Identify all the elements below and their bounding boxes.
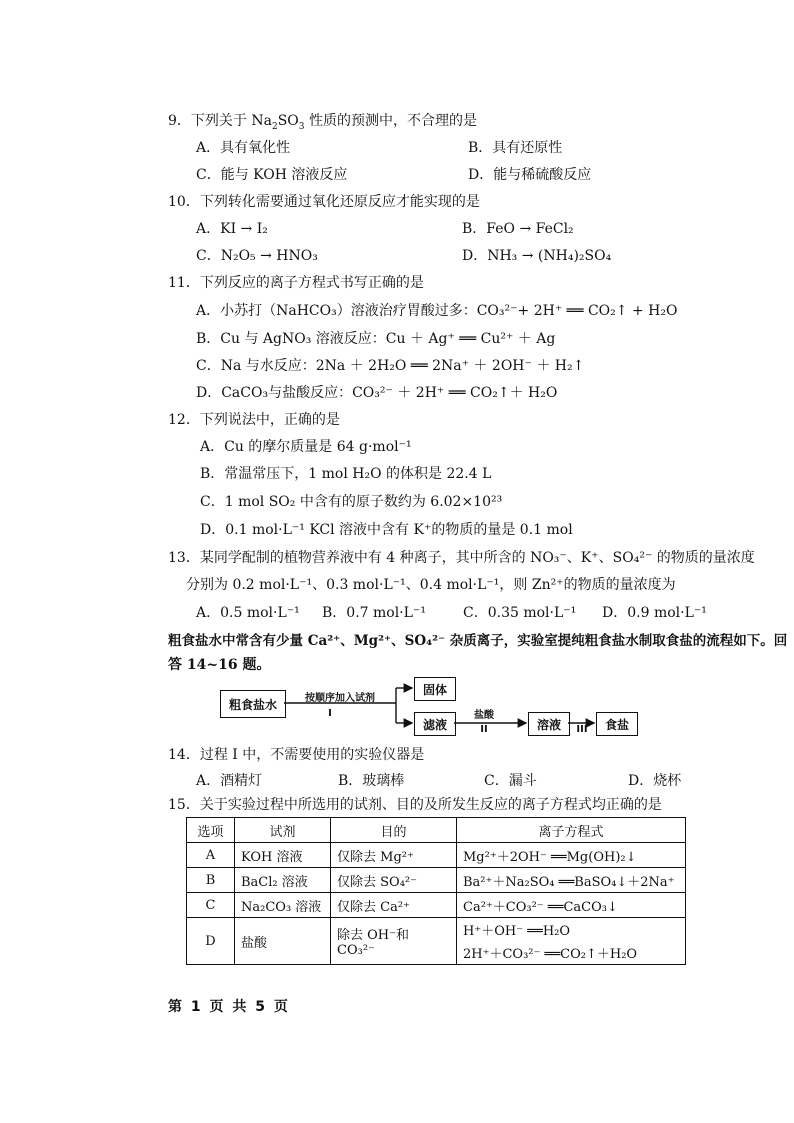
q15-row-reagent: 盐酸	[235, 918, 331, 965]
q9-option-b: B．具有还原性	[468, 140, 563, 156]
q11-option-c: C．Na 与水反应：2Na ＋ 2H₂O ══ 2Na⁺ ＋ 2OH⁻ ＋ H₂↑	[196, 358, 585, 374]
flow-solution-box: 溶液	[528, 712, 570, 736]
q13-stem-line2: 分别为 0.2 mol·L⁻¹、0.3 mol·L⁻¹、0.4 mol·L⁻¹，则 Zn²⁺的物质的量浓度为	[186, 577, 676, 593]
q13-option-a: A．0.5 mol·L⁻¹	[196, 605, 300, 621]
q12-stem: 12．下列说法中，正确的是	[168, 412, 340, 428]
q13-option-b: B．0.7 mol·L⁻¹	[322, 605, 426, 621]
q15-header-reagent: 试剂	[235, 818, 331, 843]
q15-row-option: A	[187, 843, 235, 868]
q13-option-d: D．0.9 mol·L⁻¹	[602, 605, 707, 621]
q15-table-header	[187, 818, 686, 843]
q14-option-c: C．漏斗	[484, 773, 537, 789]
q15-row-purpose: 除去 OH⁻和 CO₃²⁻	[331, 918, 457, 965]
table-row	[187, 868, 686, 893]
q9-option-a: A．具有氧化性	[196, 140, 291, 156]
q12-option-a: A．Cu 的摩尔质量是 64 g·mol⁻¹	[200, 439, 412, 455]
q15-row-equation: H⁺＋OH⁻ ══H₂O	[463, 924, 571, 939]
q15-header-purpose: 目的	[331, 818, 457, 843]
page-footer: 第 1 页 共 5 页	[168, 999, 290, 1015]
q15-row-purpose: 仅除去 Mg²⁺	[331, 843, 457, 868]
q13-option-c: C．0.35 mol·L⁻¹	[463, 605, 577, 621]
q11-option-d: D．CaCO₃与盐酸反应：CO₃²⁻ ＋ 2H⁺ ══ CO₂↑＋ H₂O	[196, 385, 558, 401]
table-row	[187, 918, 686, 965]
q9-option-c: C．能与 KOH 溶液反应	[196, 167, 348, 183]
q10-option-a: A．KI → I₂	[196, 221, 268, 237]
q9-option-d: D．能与稀硫酸反应	[468, 167, 592, 183]
q10-option-c: C．N₂O₅ → HNO₃	[196, 248, 318, 264]
q11-stem: 11．下列反应的离子方程式书写正确的是	[168, 275, 424, 291]
q15-row-equation: Ba²⁺＋Na₂SO₄ ══BaSO₄↓＋2Na⁺	[457, 868, 686, 893]
q15-header-option: 选项	[187, 818, 235, 843]
flow-step2-label: 盐酸	[474, 710, 494, 721]
q14-option-a: A．酒精灯	[196, 773, 263, 789]
q10-option-d: D．NH₃ → (NH₄)₂SO₄	[462, 248, 612, 264]
q15-row-option: B	[187, 868, 235, 893]
q13-stem-line1: 13．某同学配制的植物营养液中有 4 种离子，其中所含的 NO₃⁻、K⁺、SO₄²⁻ 的物质的量浓度	[168, 550, 755, 566]
flow-step1-number: I	[328, 708, 332, 719]
q15-row-purpose: 仅除去 SO₄²⁻	[331, 868, 457, 893]
q11-option-b: B．Cu 与 AgNO₃ 溶液反应：Cu ＋ Ag⁺ ══ Cu²⁺ ＋ Ag	[196, 331, 556, 347]
intro-line1: 粗食盐水中常含有少量 Ca²⁺、Mg²⁺、SO₄²⁻ 杂质离子，实验室提纯粗食盐水制取食盐的流程如下。回	[168, 633, 788, 649]
q10-stem: 10．下列转化需要通过氧化还原反应才能实现的是	[168, 194, 480, 210]
q15-row-reagent: KOH 溶液	[235, 843, 331, 868]
q15-row-equation: Ca²⁺＋CO₃²⁻ ══CaCO₃↓	[457, 893, 686, 918]
q15-row-reagent: Na₂CO₃ 溶液	[235, 893, 331, 918]
q12-option-c: C．1 mol SO₂ 中含有的原子数约为 6.02×10²³	[200, 494, 503, 510]
q15-header-equation: 离子方程式	[457, 818, 686, 843]
intro-line2: 答 14~16 题。	[168, 657, 271, 673]
q15-row-equation-2: 2H⁺＋CO₃²⁻ ══CO₂↑＋H₂O	[463, 947, 638, 962]
q14-stem: 14．过程 I 中，不需要使用的实验仪器是	[168, 747, 425, 763]
q15-row-option: D	[187, 918, 235, 965]
q12-option-d: D．0.1 mol·L⁻¹ KCl 溶液中含有 K⁺的物质的量是 0.1 mol	[200, 522, 573, 538]
table-row	[187, 893, 686, 918]
flow-step2-number: II	[480, 724, 488, 735]
q14-option-d: D．烧杯	[628, 773, 682, 789]
q15-row-option: C	[187, 893, 235, 918]
flow-step1-label: 按顺序加入试剂	[305, 693, 375, 704]
q11-option-a: A．小苏打（NaHCO₃）溶液治疗胃酸过多：CO₃²⁻+ 2H⁺ ══ CO₂↑ + H₂O	[196, 303, 678, 319]
flow-solid-box: 固体	[414, 677, 456, 701]
q15-row-equation: Mg²⁺＋2OH⁻ ══Mg(OH)₂↓	[457, 843, 686, 868]
flow-step3-number: III	[576, 724, 588, 735]
table-row	[187, 843, 686, 868]
q15-stem: 15．关于实验过程中所选用的试剂、目的及所发生反应的离子方程式均正确的是	[168, 797, 662, 813]
flow-product-box: 食盐	[596, 712, 638, 736]
q15-row-reagent: BaCl₂ 溶液	[235, 868, 331, 893]
q14-option-b: B．玻璃棒	[338, 773, 405, 789]
flow-start-box: 粗食盐水	[220, 690, 286, 718]
q15-row-equation-cell	[457, 918, 686, 965]
q15-row-purpose: 仅除去 Ca²⁺	[331, 893, 457, 918]
q10-option-b: B．FeO → FeCl₂	[462, 221, 574, 237]
q15-table	[186, 817, 686, 965]
flow-filtrate-box: 滤液	[414, 712, 456, 736]
q12-option-b: B．常温常压下，1 mol H₂O 的体积是 22.4 L	[200, 466, 492, 482]
q9-stem: 9．下列关于 $Na_2SO_3$ 性质的预测中，不合理的是	[168, 113, 477, 132]
